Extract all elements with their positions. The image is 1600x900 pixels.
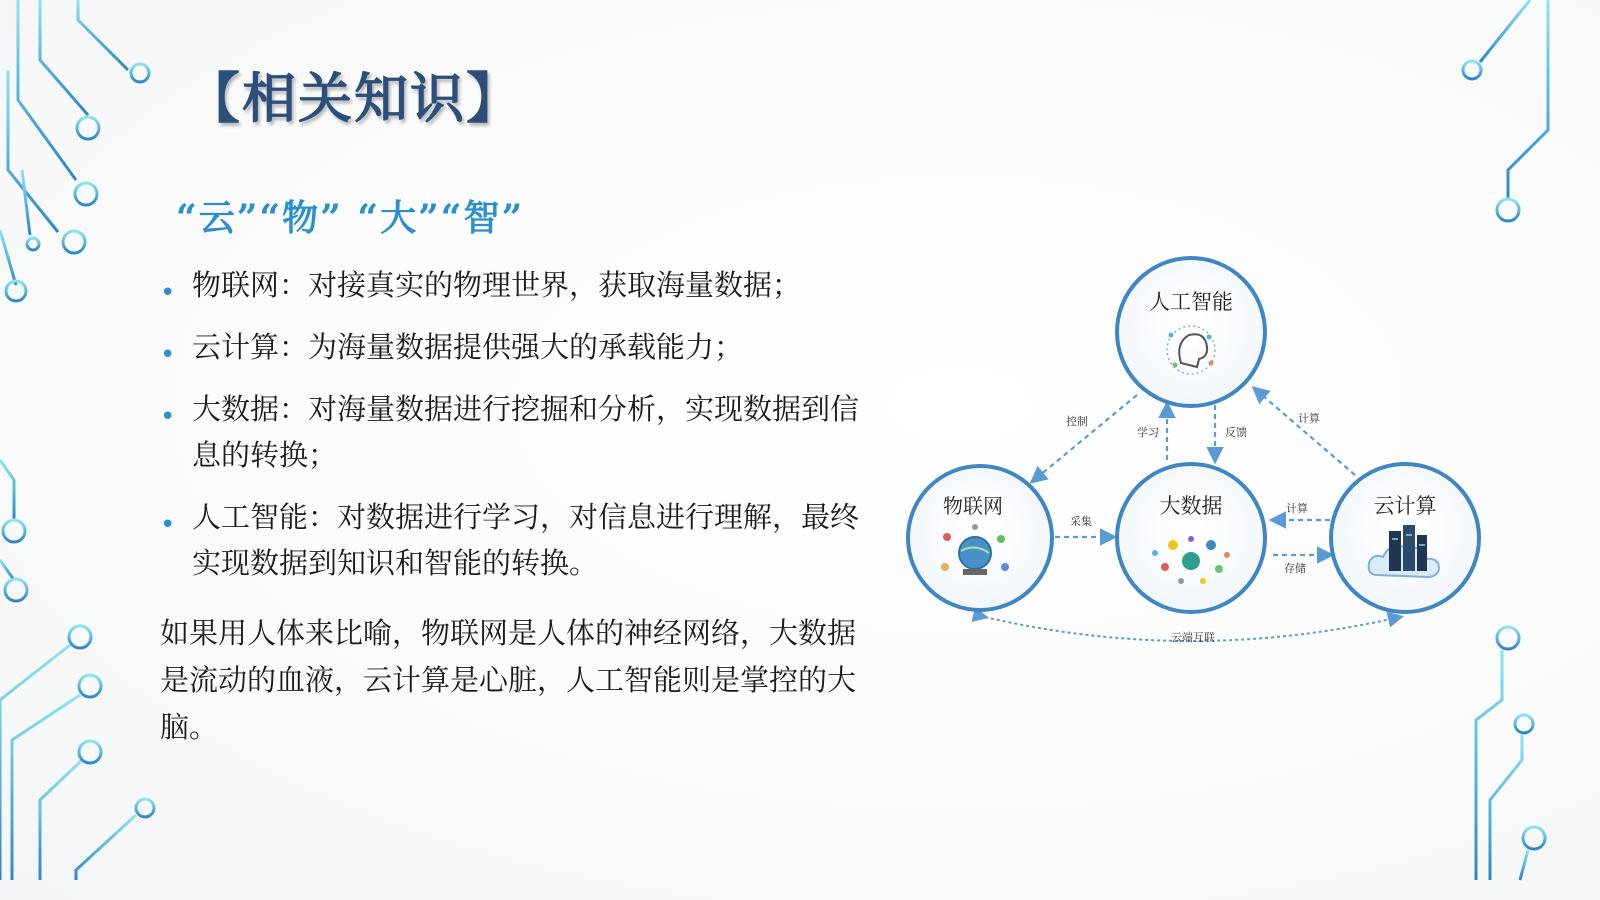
bullet-text: 人工智能：对数据进行学习，对信息进行理解，最终实现数据到知识和智能的转换。 (192, 500, 860, 580)
bullet-item-iot (160, 262, 880, 308)
node-iot (908, 466, 1052, 610)
edge-label-storage: 存储 (1284, 562, 1306, 575)
bullet-dot-icon: • (160, 510, 176, 540)
node-label-cloud: 云计算 (1373, 494, 1437, 518)
bullet-text: 云计算：为海量数据提供强大的承载能力； (192, 330, 744, 364)
edge-label-learn: 学习 (1137, 426, 1159, 439)
node-cloud (1331, 464, 1479, 612)
node-bigdata (1117, 464, 1265, 612)
bullet-dot-icon: • (160, 402, 176, 432)
bullet-item-bigdata (160, 386, 880, 478)
bullet-text: 物联网：对接真实的物理世界，获取海量数据； (192, 268, 802, 302)
edge-label-feedback: 反馈 (1225, 426, 1247, 439)
subtitle: “云”“物” “大”“智” (176, 197, 525, 239)
edge-label-collect: 采集 (1070, 515, 1092, 528)
metaphor-paragraph: 如果用人体来比喻，物联网是人体的神经网络，大数据是流动的血液，云计算是心脏，人工智能则是掌控的大脑。 (160, 616, 857, 744)
edge-label-cloud-interconnect: 云端互联 (1171, 631, 1215, 644)
bullet-dot-icon: • (160, 340, 176, 370)
node-label-bigdata: 大数据 (1159, 494, 1223, 518)
bullet-item-cloud (160, 324, 880, 370)
edge-label-control: 控制 (1066, 415, 1088, 428)
node-label-ai: 人工智能 (1149, 290, 1233, 314)
bullet-item-ai (160, 494, 880, 586)
relationship-diagram (905, 255, 1495, 665)
node-ai (1117, 258, 1265, 406)
node-label-iot: 物联网 (943, 494, 1003, 518)
edge-label-compute-top: 计算 (1298, 412, 1320, 425)
bullet-text: 大数据：对海量数据进行挖掘和分析，实现数据到信息的转换； (192, 392, 860, 472)
arrow-compute-top (1255, 389, 1355, 475)
page-title: 【相关知识】 (186, 66, 522, 130)
bullet-list (160, 262, 880, 602)
bullet-dot-icon: • (160, 278, 176, 308)
arrow-control (1033, 395, 1137, 481)
edge-label-compute-mid: 计算 (1286, 502, 1308, 515)
